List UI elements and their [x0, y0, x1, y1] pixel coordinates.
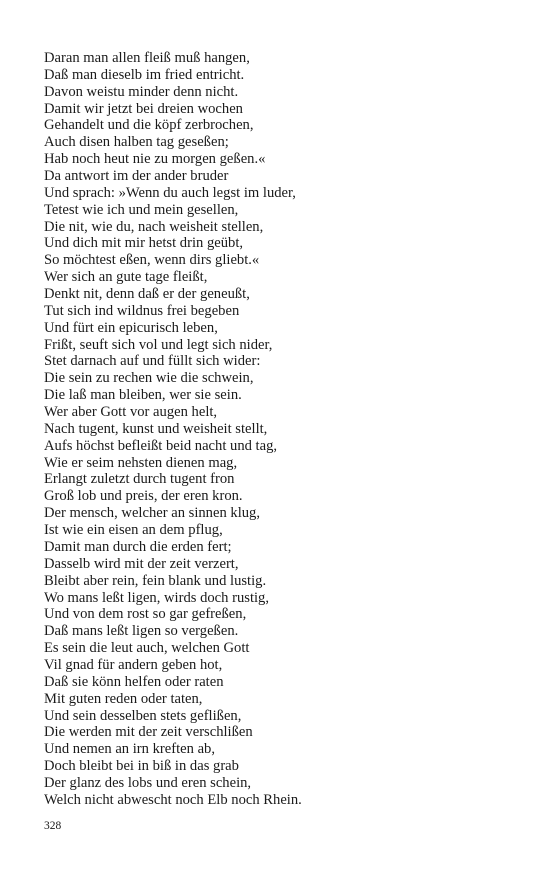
verse-line: Doch bleibt bei in biß in das grab — [44, 758, 239, 775]
verse-line: Daß sie könn helfen oder raten — [44, 673, 224, 690]
verse-line: Hab noch heut nie zu morgen geßen.« — [44, 151, 266, 168]
verse-line: Tut sich ind wildnus frei begeben — [44, 302, 240, 319]
verse-line: Erlangt zuletzt durch tugent fron — [44, 471, 235, 488]
verse-line: Daran man allen fleiß muß hangen, — [44, 50, 250, 66]
verse-line: Bleibt aber rein, fein blank und lustig. — [44, 572, 267, 589]
verse-line: Gehandelt und die köpf zerbrochen, — [44, 117, 254, 134]
verse-line: Und nemen an irn kreften ab, — [44, 741, 216, 758]
verse-line: Es sein die leut auch, welchen Gott — [44, 640, 250, 657]
verse-line: Damit wir jetzt bei dreien wochen — [44, 100, 243, 117]
verse-line: So möchtest eßen, wenn dirs gliebt.« — [44, 252, 260, 269]
verse-line: Damit man durch die erden fert; — [44, 538, 232, 555]
verse-line: Vil gnad für andern geben hot, — [44, 656, 223, 673]
verse-line: Groß lob und preis, der eren kron. — [44, 488, 243, 505]
verse-line: Denkt nit, denn daß er der geneußt, — [44, 286, 250, 303]
verse-line: Welch nicht abwescht noch Elb noch Rhein. — [44, 791, 302, 808]
verse-line: Und sprach: »Wenn du auch legst im luder, — [44, 184, 296, 201]
poem-text — [44, 50, 302, 809]
verse-line: Wer aber Gott vor augen helt, — [44, 404, 218, 421]
verse-line: Und dich mit mir hetst drin geübt, — [44, 235, 244, 252]
verse-line: Der mensch, welcher an sinnen klug, — [44, 505, 260, 522]
verse-line: Wie er seim nehsten dienen mag, — [44, 454, 238, 471]
verse-line: Der glanz des lobs und eren schein, — [44, 774, 252, 791]
verse-line: Und sein desselben stets geflißen, — [44, 707, 242, 724]
verse-line: Die sein zu rechen wie die schwein, — [44, 370, 254, 387]
verse-line: Nach tugent, kunst und weisheit stellt, — [44, 420, 268, 437]
verse-line: Stet darnach auf und füllt sich wider: — [44, 353, 261, 370]
verse-line: Dasselb wird mit der zeit verzert, — [44, 555, 239, 572]
verse-line: Daß man dieselb im fried entricht. — [44, 66, 245, 83]
verse-line: Da antwort im der ander bruder — [44, 168, 229, 185]
verse-line: Tetest wie ich und mein gesellen, — [44, 201, 239, 218]
verse-line: Die laß man bleiben, wer sie sein. — [44, 387, 242, 404]
verse-line: Auch disen halben tag geseßen; — [44, 134, 229, 151]
verse-line: Aufs höchst befleißt beid nacht und tag, — [44, 437, 278, 454]
verse-line: Wer sich an gute tage fleißt, — [44, 269, 208, 286]
verse-line: Wo mans leßt ligen, wirds doch rustig, — [44, 589, 269, 606]
page-number: 328 — [44, 820, 62, 832]
verse-line: Daß mans leßt ligen so vergeßen. — [44, 623, 239, 640]
verse-line: Die werden mit der zeit verschlißen — [44, 724, 253, 741]
verse-line: Ist wie ein eisen an dem pflug, — [44, 522, 223, 539]
verse-line: Frißt, seuft sich vol und legt sich nider, — [44, 336, 273, 353]
verse-line: Und von dem rost so gar gefreßen, — [44, 606, 247, 623]
verse-line: Und fürt ein epicurisch leben, — [44, 319, 218, 336]
verse-line: Mit guten reden oder taten, — [44, 690, 203, 707]
verse-line: Davon weistu minder denn nicht. — [44, 83, 239, 100]
verse-line: Die nit, wie du, nach weisheit stellen, — [44, 218, 264, 235]
